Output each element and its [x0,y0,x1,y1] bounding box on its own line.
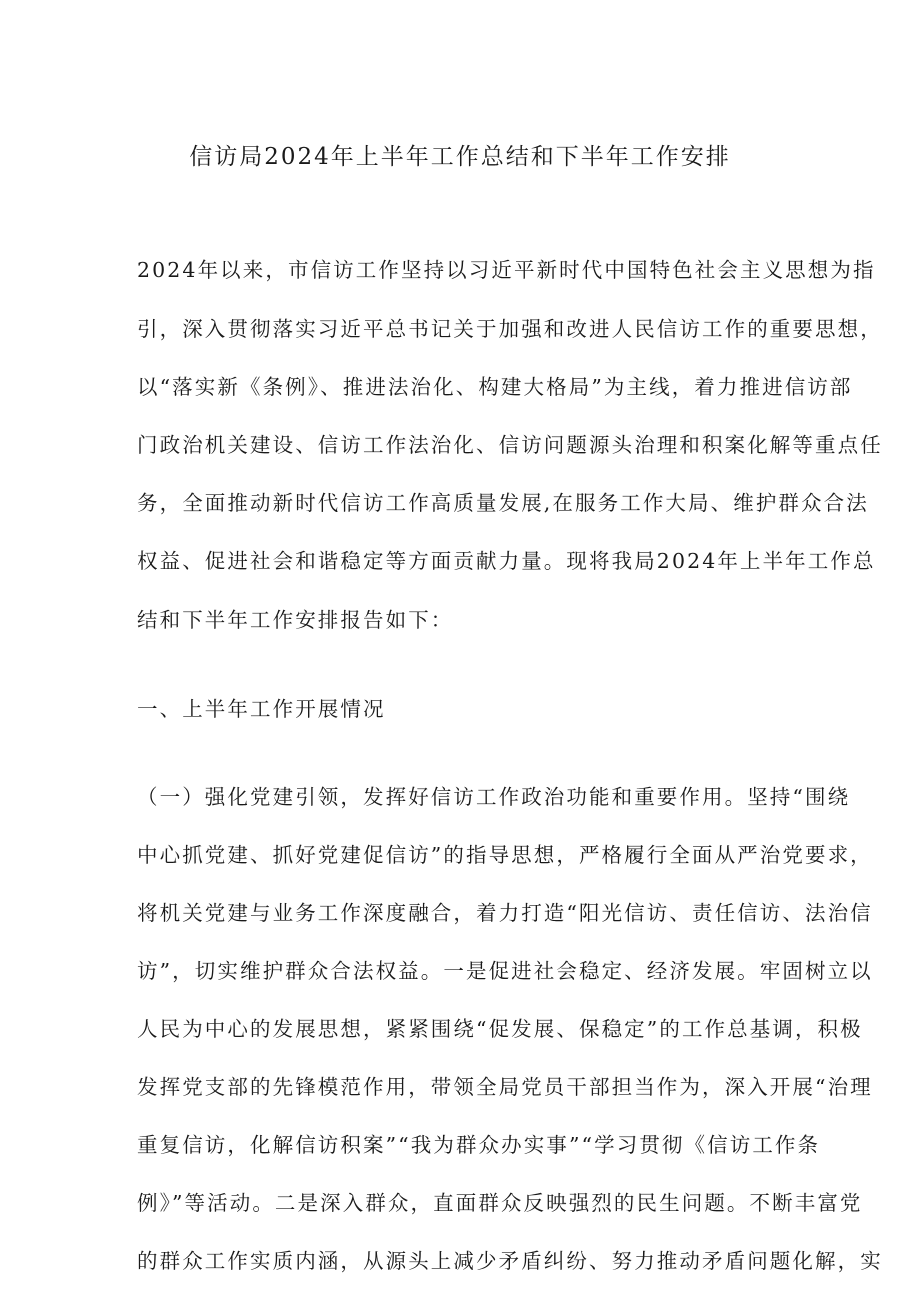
intro-line-1: 2024年以来，市信访工作坚持以习近平新时代中国特色社会主义思想为指 [137,258,876,282]
intro-line-6: 权益、促进社会和谐稳定等方面贡献力量。现将我局2024年上半年工作总 [137,549,876,573]
subsection-line-7: 重复信访，化解信访积案”“我为群众办实事”“学习贯彻《信访工作条 [137,1133,821,1157]
subsection-line-3: 将机关党建与业务工作深度融合，着力打造“阳光信访、责任信访、法治信 [137,901,873,925]
intro-line-5: 务，全面推动新时代信访工作高质量发展,在服务工作大局、维护群众合法 [137,491,869,515]
subsection-line-8: 例》”等活动。二是深入群众，直面群众反映强烈的民生问题。不断丰富党 [137,1191,863,1215]
subsection-line-2: 中心抓党建、抓好党建促信访”的指导思想，严格履行全面从严治党要求， [137,843,873,867]
intro-line-4: 门政治机关建设、信访工作法治化、信访问题源头治理和积案化解等重点任 [137,433,883,457]
subsection-line-9: 的群众工作实质内涵，从源头上减少矛盾纠纷、努力推动矛盾问题化解，实 [137,1249,883,1273]
section-heading: 一、上半年工作开展情况 [137,697,386,721]
subsection-line-5: 人民为中心的发展思想，紧紧围绕“促发展、保稳定”的工作总基调，积极 [137,1017,863,1041]
subsection-line-1: （一）强化党建引领，发挥好信访工作政治功能和重要作用。坚持“围绕 [137,785,851,809]
intro-line-7: 结和下半年工作安排报告如下： [137,608,454,632]
intro-line-2: 引，深入贯彻落实习近平总书记关于加强和改进人民信访工作的重要思想， [137,317,883,341]
intro-line-3: 以“落实新《条例》、推进法治化、构建大格局”为主线，着力推进信访部 [137,375,853,399]
subsection-line-4: 访”，切实维护群众合法权益。一是促进社会稳定、经济发展。牢固树立以 [137,959,873,983]
subsection-line-6: 发挥党支部的先锋模范作用，带领全局党员干部担当作为，深入开展“治理 [137,1075,873,1099]
document-title: 信访局2024年上半年工作总结和下半年工作安排 [189,144,731,170]
